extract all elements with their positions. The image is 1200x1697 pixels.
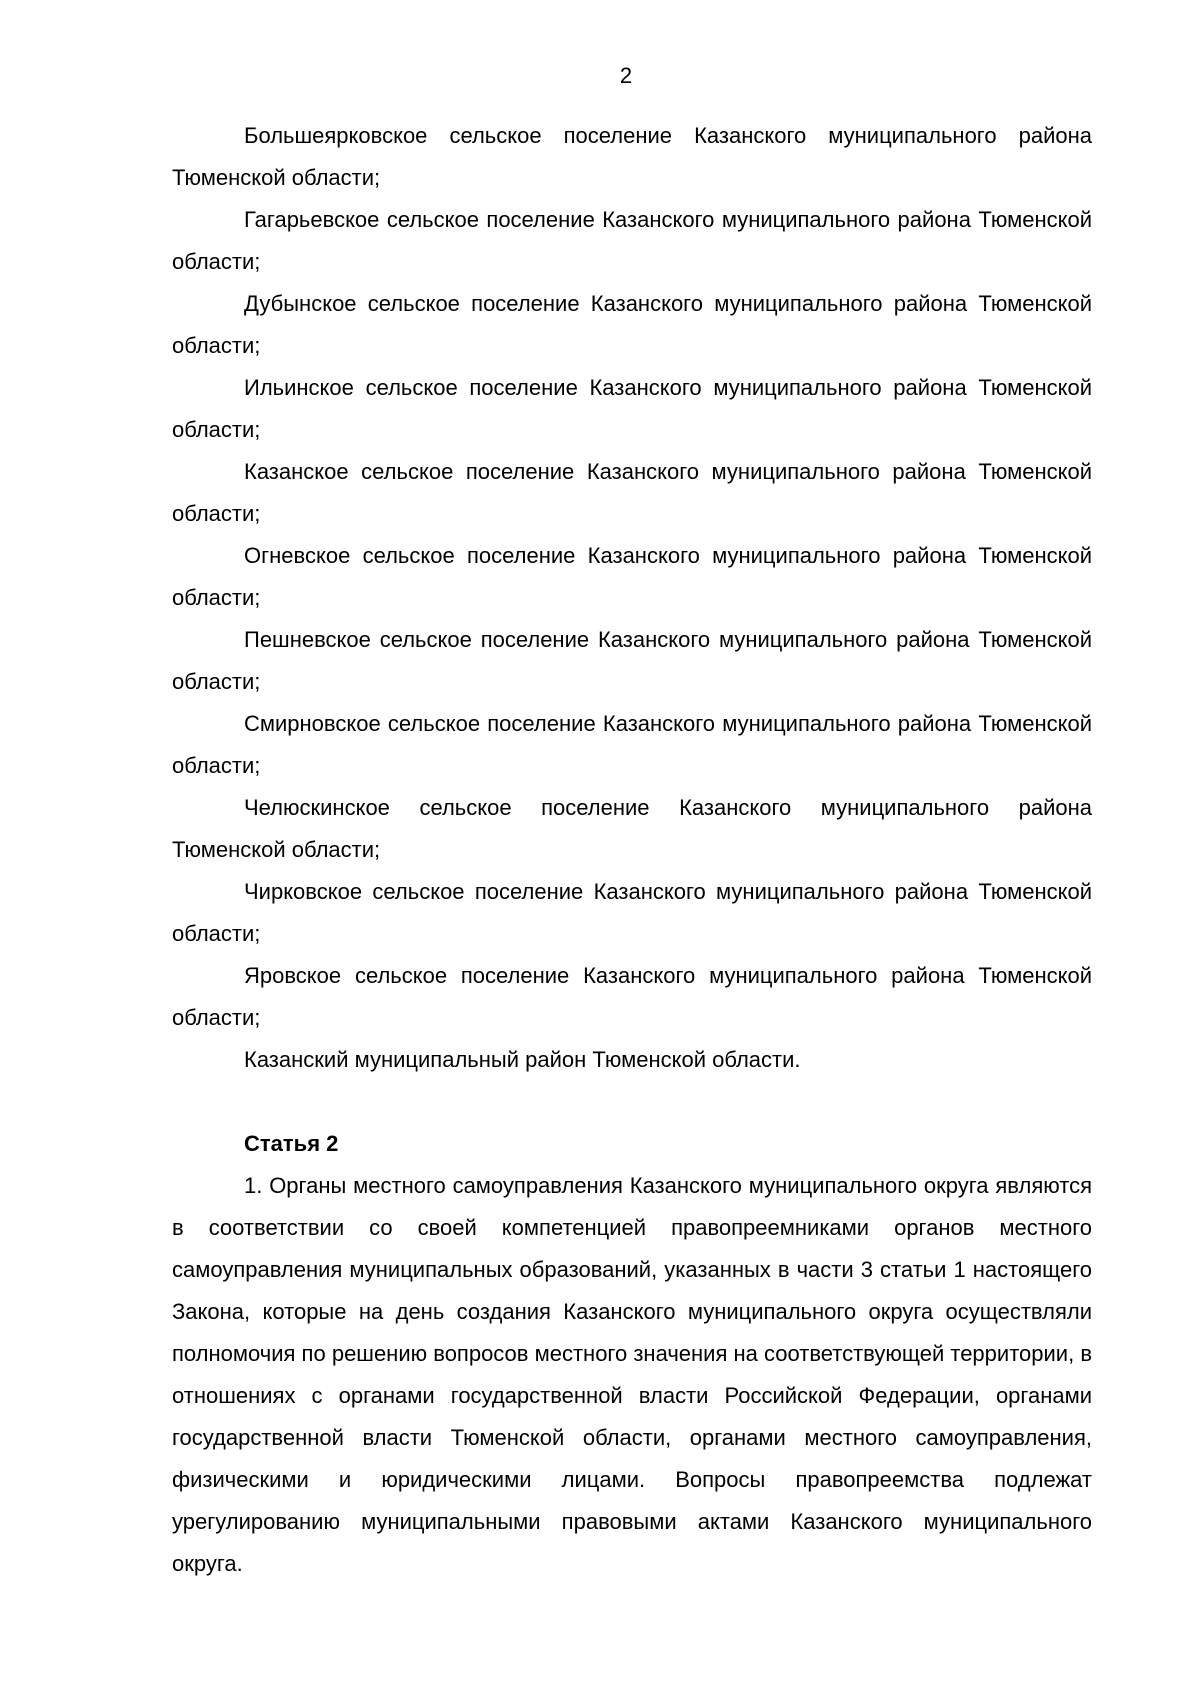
settlement-item: Ильинское сельское поселение Казанского муниципального района Тюменской области; — [172, 375, 1092, 442]
settlement-item: Дубынское сельское поселение Казанского муниципального района Тюменской области; — [172, 291, 1092, 358]
settlement-item: Огневское сельское поселение Казанского муниципального района Тюменской области; — [172, 543, 1092, 610]
document-body — [172, 115, 1092, 1585]
settlement-item: Челюскинское сельское поселение Казанского муниципального района Тюменской области; — [172, 795, 1092, 862]
article-paragraph: 1. Органы местного самоуправления Казанского муниципального округа являются в соответствии со своей компетенцией правопреемниками органов местного самоуправления муниципальных образований, указанных в части 3 статьи 1 настоящего Закона, которые на день создания Казанского муниципального округа осуществляли полномочия по решению вопросов местного значения на соответствующей территории, в отношениях с органами государственной власти Российской Федерации, органами государственной власти Тюменской области, органами местного самоуправления, физическими и юридическими лицами. Вопросы правопреемства подлежат урегулированию муниципальными правовыми актами Казанского муниципального округа. — [172, 1173, 1092, 1576]
settlement-item: Казанское сельское поселение Казанского муниципального района Тюменской области; — [172, 459, 1092, 526]
settlement-item: Пешневское сельское поселение Казанского муниципального района Тюменской области; — [172, 627, 1092, 694]
settlement-item: Гагарьевское сельское поселение Казанского муниципального района Тюменской области; — [172, 207, 1092, 274]
settlement-item: Большеярковское сельское поселение Казанского муниципального района Тюменской области; — [172, 123, 1092, 190]
settlement-item: Смирновское сельское поселение Казанского муниципального района Тюменской области; — [172, 711, 1092, 778]
settlement-item: Чирковское сельское поселение Казанского муниципального района Тюменской области; — [172, 879, 1092, 946]
section-spacer — [172, 1081, 1092, 1123]
district-item: Казанский муниципальный район Тюменской области. — [244, 1047, 801, 1072]
article-title: Статья 2 — [244, 1131, 339, 1156]
page-number: 2 — [619, 63, 633, 88]
settlement-item: Яровское сельское поселение Казанского муниципального района Тюменской области; — [172, 963, 1092, 1030]
